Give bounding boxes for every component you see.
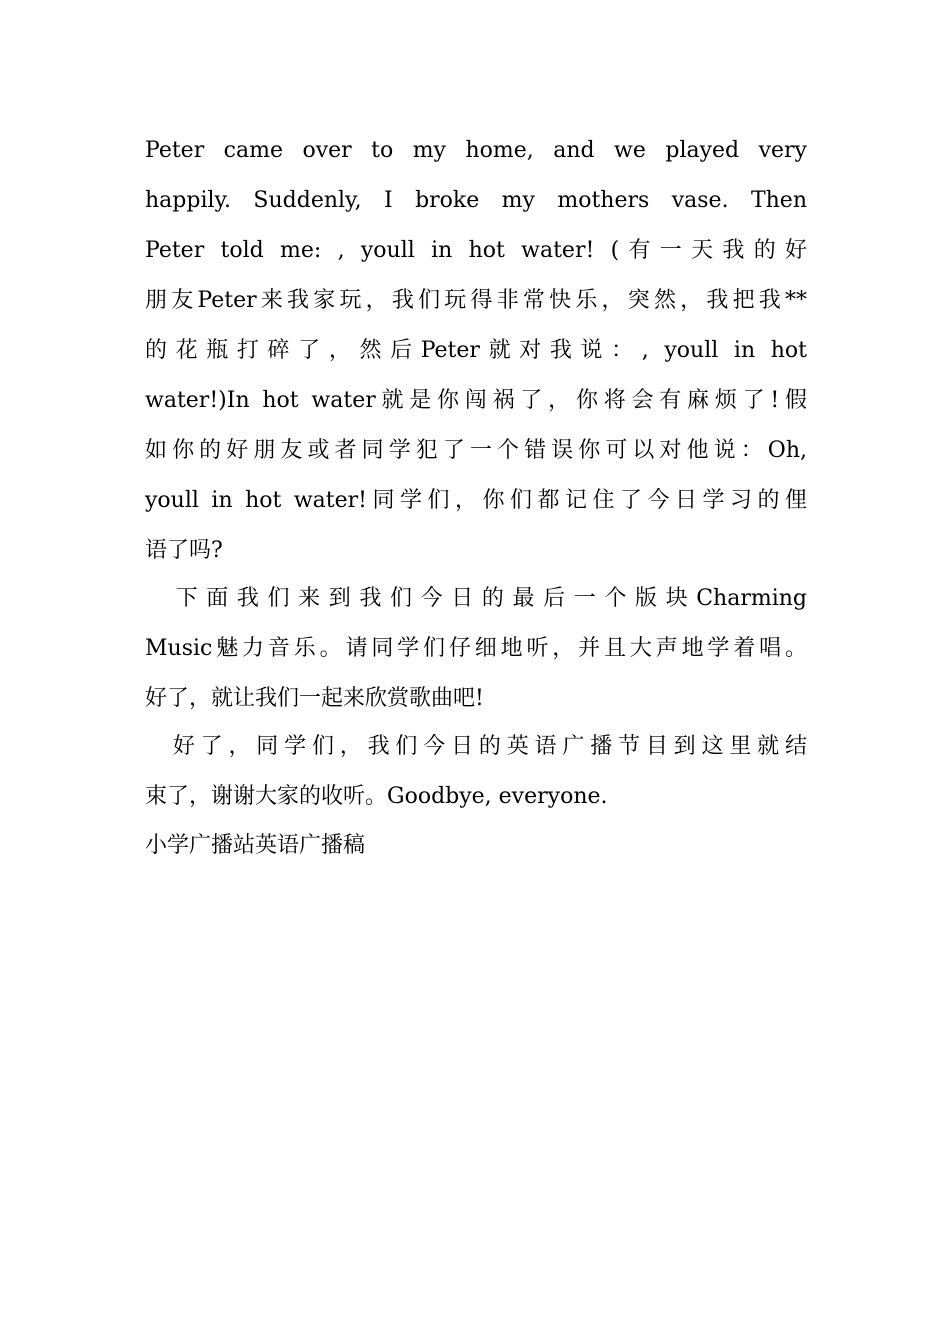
text-line: Peter came over to my home, and we played very — [145, 138, 807, 163]
text-line: 下面我们来到我们今日的最后一个版块Charming — [145, 586, 807, 611]
text-line: youll in hot water!同学们，你们都记住了今日学习的俚 — [145, 488, 807, 513]
text-line: 如你的好朋友或者同学犯了一个错误你可以对他说：Oh, — [145, 438, 807, 463]
text-line: 的花瓶打碎了，然后Peter就对我说：, youll in hot — [145, 338, 807, 363]
text-line: 束了，谢谢大家的收听。Goodbye, everyone. — [145, 784, 608, 809]
paragraph-charming-music — [145, 574, 807, 724]
text-line: 好了，同学们，我们今日的英语广播节目到这里就结 — [145, 734, 807, 759]
text-line: 朋友Peter来我家玩，我们玩得非常快乐，突然，我把我** — [145, 288, 807, 313]
text-line: 好了，就让我们一起来欣赏歌曲吧! — [145, 686, 484, 711]
text-line: water!)In hot water就是你闯祸了，你将会有麻烦了!假 — [145, 388, 807, 413]
paragraph-closing — [145, 722, 807, 822]
text-line: happily. Suddenly, I broke my mothers vase. Then — [145, 188, 807, 213]
text-line: Music魅力音乐。请同学们仔细地听，并且大声地学着唱。 — [145, 636, 807, 661]
text-line: Peter told me: , youll in hot water! (有一天我的好 — [145, 238, 807, 263]
document-title: 小学广播站英语广播稿 — [145, 833, 366, 858]
text-line: 语了吗? — [145, 538, 223, 563]
paragraph-peter-story — [145, 126, 807, 576]
